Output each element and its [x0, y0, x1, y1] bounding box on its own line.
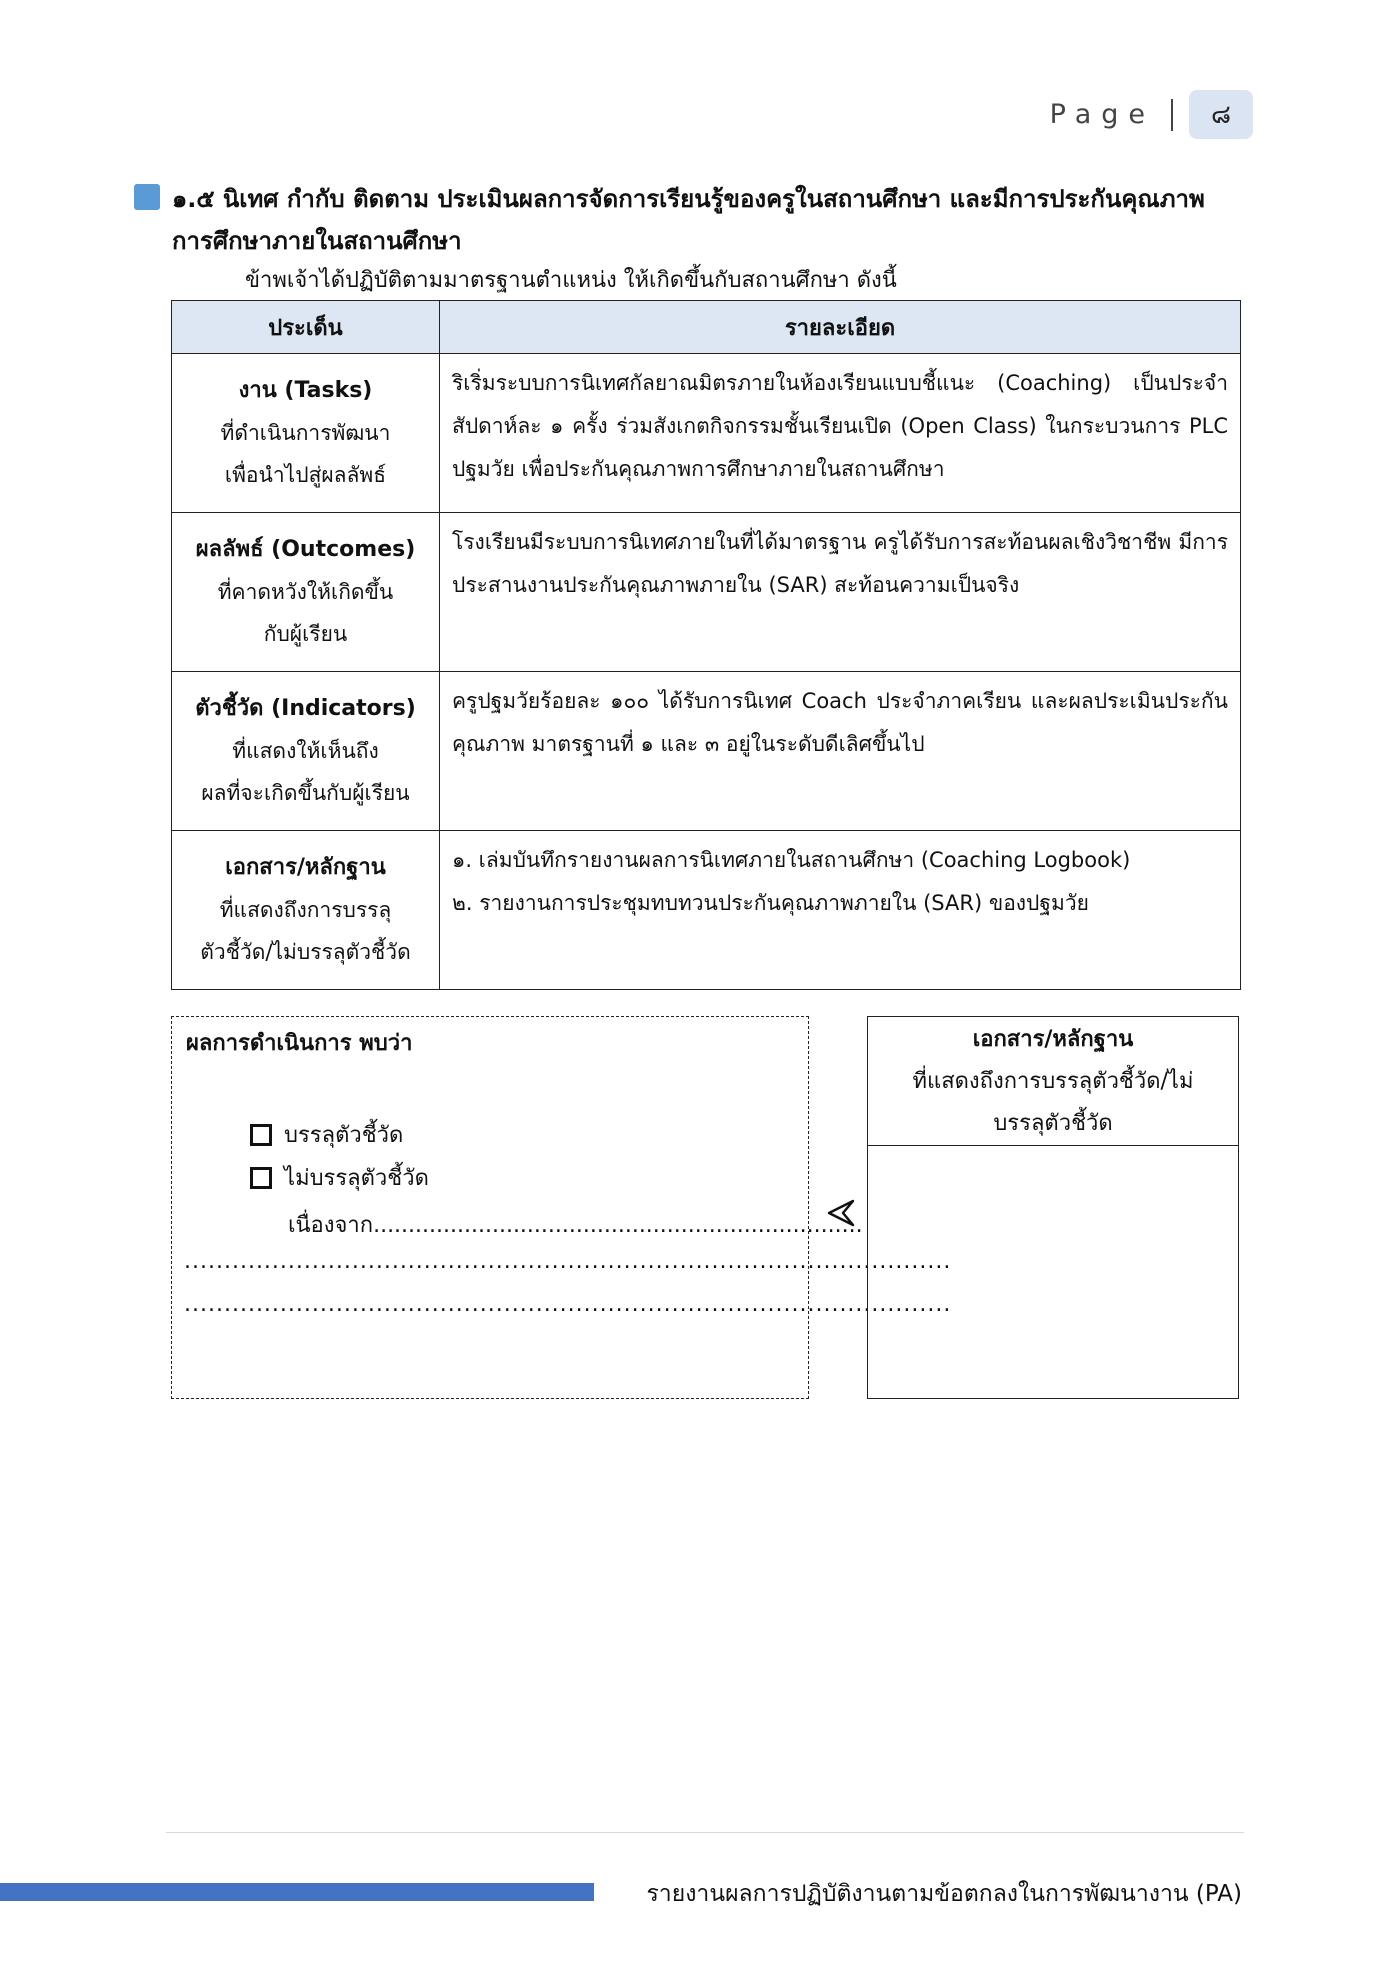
not-achieved-option[interactable]: [250, 1160, 429, 1195]
checkbox-achieved[interactable]: [250, 1124, 272, 1146]
dotted-line: ................................................................................................: [184, 1292, 952, 1317]
footer-text: รายงานผลการปฏิบัติงานตามข้อตกลงในการพัฒนางาน (PA): [646, 1881, 1242, 1907]
table-row: [172, 672, 1241, 831]
row-label-sub: ที่แสดงถึงการบรรลุ: [219, 898, 392, 922]
row-label: [172, 513, 440, 672]
row-label-sub: ที่คาดหวังให้เกิดขึ้น: [217, 580, 394, 604]
page-header: [1050, 90, 1253, 139]
result-box: [171, 1016, 952, 1399]
section-title: [134, 178, 1234, 262]
not-achieved-label: ไม่บรรลุตัวชี้วัด: [284, 1166, 429, 1191]
page-number: ๘: [1189, 90, 1253, 139]
evidence-box: [867, 1016, 1239, 1399]
evidence-sub: ที่แสดงถึงการบรรลุตัวชี้วัด/ไม่: [912, 1069, 1194, 1094]
section-title-line2: การศึกษาภายในสถานศึกษา: [172, 227, 462, 255]
table-header-row: [172, 301, 1241, 354]
column-header-detail: รายละเอียด: [440, 301, 1241, 354]
arrow-left-icon: [826, 1198, 856, 1228]
row-label: [172, 831, 440, 990]
standards-table: [171, 300, 1241, 990]
row-label-title: เอกสาร/หลักฐาน: [225, 855, 386, 880]
footer-divider: [166, 1832, 1244, 1833]
row-detail: ครูปฐมวัยร้อยละ ๑๐๐ ได้รับการนิเทศ Coach ประจำภาคเรียน และผลประเมินประกันคุณภาพ มาตรฐานที่ ๑ และ ๓ อยู่ในระดับดีเลิศขึ้นไป: [440, 672, 1241, 831]
dotted-line: ................................................................................................: [184, 1249, 952, 1274]
row-label-title: ผลลัพธ์ (Outcomes): [195, 537, 416, 562]
row-label-sub: เพื่อนำไปสู่ผลลัพธ์: [224, 463, 387, 487]
evidence-header: [868, 1017, 1238, 1146]
row-label-sub: ผลที่จะเกิดขึ้นกับผู้เรียน: [201, 781, 410, 805]
page-separator: [1171, 99, 1173, 131]
achieved-label: บรรลุตัวชี้วัด: [284, 1123, 404, 1148]
row-label-title: ตัวชี้วัด (Indicators): [195, 696, 416, 721]
checkbox-not-achieved[interactable]: [250, 1167, 272, 1189]
row-label-sub: ที่ดำเนินการพัฒนา: [220, 421, 391, 445]
page-label: Page: [1049, 99, 1155, 130]
row-label: [172, 354, 440, 513]
row-detail: [440, 831, 1241, 990]
row-label-sub: กับผู้เรียน: [263, 622, 348, 646]
evidence-item: ๒. รายงานการประชุมทบทวนประกันคุณภาพภายใน (SAR) ของปฐมวัย: [452, 891, 1089, 915]
row-label-sub: ตัวชี้วัด/ไม่บรรลุตัวชี้วัด: [200, 940, 411, 964]
table-row: [172, 354, 1241, 513]
row-detail: ริเริ่มระบบการนิเทศกัลยาณมิตรภายในห้องเรียนแบบชี้แนะ (Coaching) เป็นประจำสัปดาห์ละ ๑ ครั้ง ร่วมสังเกตกิจกรรมชั้นเรียนเปิด (Open Class) ในกระบวนการ PLC ปฐมวัย เพื่อประกันคุณภาพการศึกษาภายในสถานศึกษา: [440, 354, 1241, 513]
section-bullet-icon: [134, 184, 160, 210]
row-label-sub: ที่แสดงให้เห็นถึง: [232, 739, 379, 763]
section-title-line1: ๑.๕ นิเทศ กำกับ ติดตาม ประเมินผลการจัดการเรียนรู้ของครูในสถานศึกษา และมีการประกันคุณภาพ: [172, 185, 1205, 213]
achieved-option[interactable]: [250, 1117, 403, 1152]
table-row: [172, 513, 1241, 672]
evidence-title: เอกสาร/หลักฐาน: [972, 1027, 1134, 1052]
footer-color-bar: [0, 1883, 594, 1901]
because-line: เนื่องจาก......................................................................: [288, 1213, 863, 1238]
row-detail: โรงเรียนมีระบบการนิเทศภายในที่ได้มาตรฐาน ครูได้รับการสะท้อนผลเชิงวิชาชีพ มีการประสานงานประกันคุณภาพภายใน (SAR) สะท้อนความเป็นจริง: [440, 513, 1241, 672]
intro-text: ข้าพเจ้าได้ปฏิบัติตามมาตรฐานตำแหน่ง ให้เกิดขึ้นกับสถานศึกษา ดังนี้: [245, 268, 897, 293]
table-row: [172, 831, 1241, 990]
row-label-title: งาน (Tasks): [238, 378, 373, 403]
result-title: ผลการดำเนินการ พบว่า: [186, 1031, 413, 1056]
row-label: [172, 672, 440, 831]
evidence-sub: บรรลุตัวชี้วัด: [993, 1111, 1113, 1136]
column-header-topic: ประเด็น: [172, 301, 440, 354]
evidence-item: ๑. เล่มบันทึกรายงานผลการนิเทศภายในสถานศึกษา (Coaching Logbook): [452, 848, 1131, 872]
